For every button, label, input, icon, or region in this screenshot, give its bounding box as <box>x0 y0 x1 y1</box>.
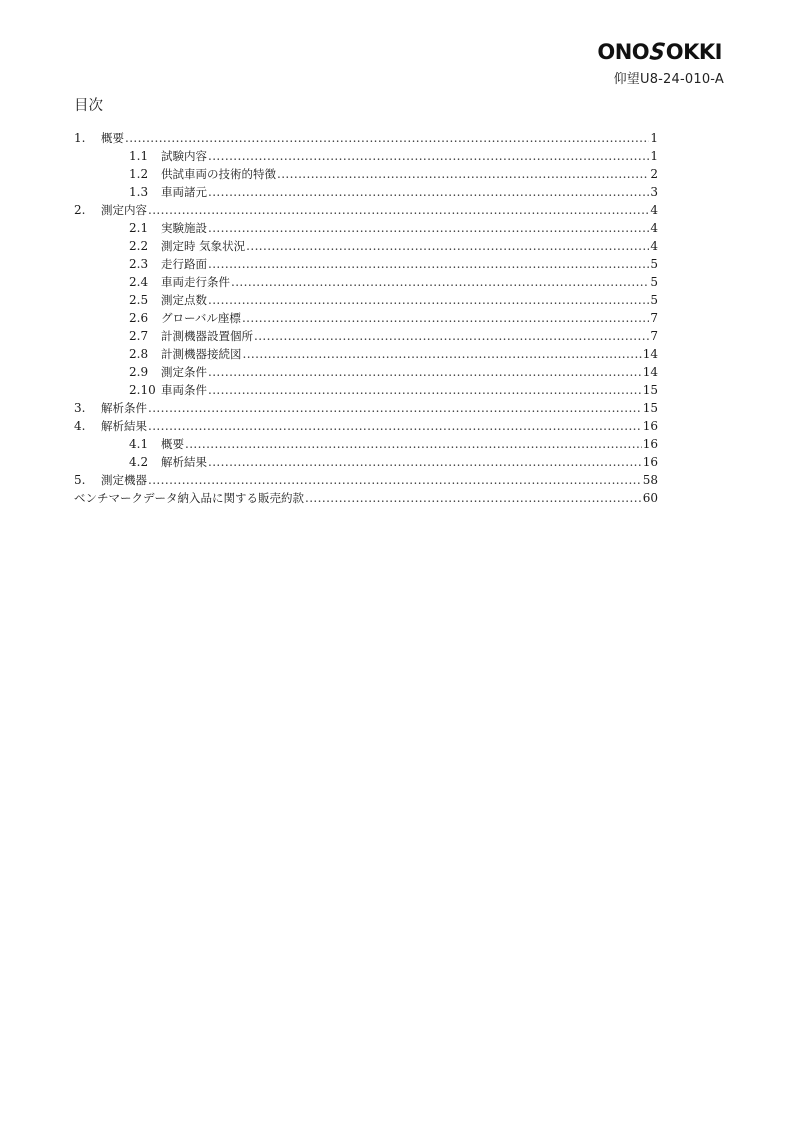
toc-entry-page: 4 <box>650 221 658 235</box>
toc-entry-title: 解析条件 <box>101 401 147 415</box>
document-id: 仰望U8-24-010-A <box>613 72 724 87</box>
toc-entry-number: 4.2 <box>129 455 149 469</box>
toc-entry[interactable] <box>74 273 658 291</box>
toc-entry-number: 2.2 <box>129 239 149 253</box>
toc-entry-title: 解析結果 <box>161 455 207 469</box>
toc-entry-title: 測定内容 <box>101 203 147 217</box>
toc-dot-leader <box>208 255 649 273</box>
toc-entry-page: 5 <box>650 257 658 271</box>
toc-entry[interactable] <box>74 489 658 507</box>
toc-entry[interactable] <box>74 129 658 147</box>
toc-entry-page: 58 <box>642 473 658 487</box>
toc-entry-number: 2. <box>74 203 86 217</box>
toc-entry-number: 2.6 <box>129 311 149 325</box>
toc-entry-number: 1.1 <box>129 149 149 163</box>
toc-dot-leader <box>246 237 649 255</box>
toc-dot-leader <box>208 453 642 471</box>
toc-entry[interactable] <box>74 471 658 489</box>
toc-entry-number: 5. <box>74 473 86 487</box>
toc-entry-page: 5 <box>650 275 658 289</box>
toc-entry[interactable] <box>74 309 658 327</box>
toc-entry-page: 14 <box>642 347 658 361</box>
toc-entry-title: 計測機器設置個所 <box>161 329 253 343</box>
toc-entry[interactable] <box>74 219 658 237</box>
toc-entry[interactable] <box>74 255 658 273</box>
toc-entry-title: 実験施設 <box>161 221 207 235</box>
toc-entry-page: 2 <box>650 167 658 181</box>
toc-entry-title: 概要 <box>161 437 184 451</box>
toc-entry-number: 2.8 <box>129 347 149 361</box>
toc-dot-leader <box>254 327 649 345</box>
toc-entry-title: 走行路面 <box>161 257 207 271</box>
toc-entry-number: 2.7 <box>129 329 149 343</box>
toc-dot-leader <box>208 183 649 201</box>
toc-dot-leader <box>305 489 642 507</box>
toc-entry-page: 16 <box>642 419 658 433</box>
toc-heading: 目次 <box>74 98 103 114</box>
toc-entry-title: 車両条件 <box>161 383 207 397</box>
toc-entry-number: 1.3 <box>129 185 149 199</box>
toc-dot-leader <box>277 165 649 183</box>
toc-entry[interactable] <box>74 435 658 453</box>
toc-dot-leader <box>243 345 642 363</box>
toc-dot-leader <box>208 291 649 309</box>
toc-dot-leader <box>208 363 642 381</box>
toc-dot-leader <box>242 309 649 327</box>
toc-entry-page: 3 <box>650 185 658 199</box>
toc-entry[interactable] <box>74 381 658 399</box>
toc-dot-leader <box>208 147 649 165</box>
toc-dot-leader <box>148 471 642 489</box>
toc-entry-number: 3. <box>74 401 86 415</box>
toc-entry-page: 7 <box>650 329 658 343</box>
toc-entry[interactable] <box>74 453 658 471</box>
toc-entry-title: 試験内容 <box>161 149 207 163</box>
toc-dot-leader <box>185 435 642 453</box>
toc-entry[interactable] <box>74 201 658 219</box>
toc-dot-leader <box>208 381 642 399</box>
table-of-contents <box>74 129 658 507</box>
toc-entry-number: 2.1 <box>129 221 149 235</box>
toc-entry-title: 供試車両の技術的特徴 <box>161 167 276 181</box>
logo-text-left: ONO <box>597 40 650 64</box>
toc-entry-number: 2.9 <box>129 365 149 379</box>
toc-entry[interactable] <box>74 363 658 381</box>
toc-entry-title: 測定機器 <box>101 473 147 487</box>
toc-entry-title: 解析結果 <box>101 419 147 433</box>
toc-entry-number: 4. <box>74 419 86 433</box>
toc-entry[interactable] <box>74 147 658 165</box>
toc-entry[interactable] <box>74 165 658 183</box>
toc-entry-page: 7 <box>650 311 658 325</box>
toc-entry-title: 車両走行条件 <box>161 275 230 289</box>
toc-entry-title: 車両諸元 <box>161 185 207 199</box>
toc-entry-title: 計測機器接続図 <box>161 347 242 361</box>
toc-entry-number: 2.4 <box>129 275 149 289</box>
toc-entry-page: 1 <box>650 131 658 145</box>
toc-entry-page: 16 <box>642 437 658 451</box>
toc-entry-title: 測定条件 <box>161 365 207 379</box>
toc-entry[interactable] <box>74 183 658 201</box>
toc-entry-page: 1 <box>650 149 658 163</box>
toc-entry[interactable] <box>74 237 658 255</box>
toc-entry-page: 15 <box>642 383 658 397</box>
toc-entry-page: 14 <box>642 365 658 379</box>
toc-entry[interactable] <box>74 399 658 417</box>
toc-dot-leader <box>125 129 649 147</box>
toc-entry[interactable] <box>74 291 658 309</box>
toc-dot-leader <box>148 201 649 219</box>
toc-entry-number: 1.2 <box>129 167 149 181</box>
toc-entry-title: グローバル座標 <box>161 311 241 325</box>
toc-entry-page: 5 <box>650 293 658 307</box>
toc-dot-leader <box>148 417 642 435</box>
toc-entry-page: 15 <box>642 401 658 415</box>
logo-text-right: OKKI <box>665 40 722 64</box>
company-logo <box>597 40 722 64</box>
toc-entry-number: 4.1 <box>129 437 149 451</box>
toc-entry-number: 1. <box>74 131 86 145</box>
toc-entry-title: ベンチマークデータ納入品に関する販売約款 <box>74 491 304 505</box>
toc-entry-page: 16 <box>642 455 658 469</box>
logo-s-mark: S <box>648 38 667 66</box>
toc-entry[interactable] <box>74 417 658 435</box>
toc-entry-title: 概要 <box>101 131 124 145</box>
toc-entry[interactable] <box>74 327 658 345</box>
toc-dot-leader <box>231 273 649 291</box>
toc-entry[interactable] <box>74 345 658 363</box>
toc-entry-number: 2.5 <box>129 293 149 307</box>
toc-entry-number: 2.10 <box>129 383 156 397</box>
toc-dot-leader <box>148 399 642 417</box>
toc-dot-leader <box>208 219 649 237</box>
toc-entry-number: 2.3 <box>129 257 149 271</box>
toc-entry-title: 測定時 気象状況 <box>161 239 246 253</box>
toc-entry-title: 測定点数 <box>161 293 207 307</box>
toc-entry-page: 4 <box>650 203 658 217</box>
toc-entry-page: 60 <box>642 491 658 505</box>
toc-entry-page: 4 <box>650 239 658 253</box>
